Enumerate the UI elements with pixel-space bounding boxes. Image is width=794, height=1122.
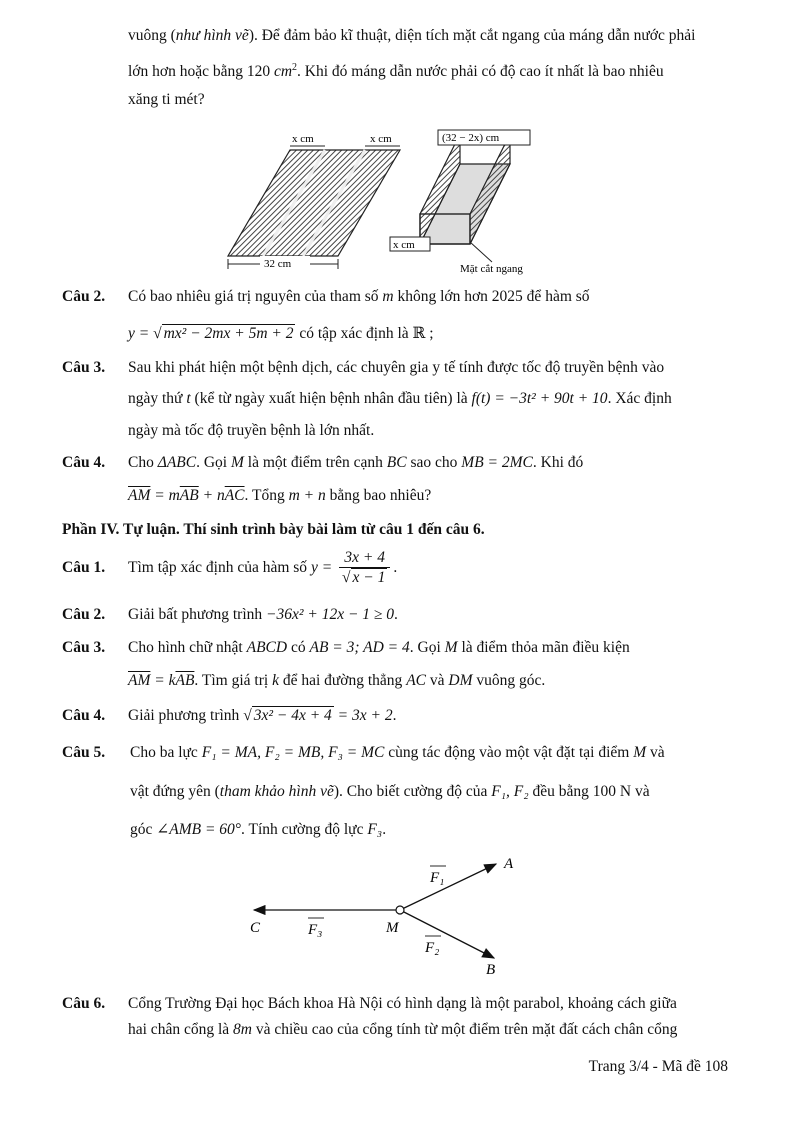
q2-line-2: y = √ mx² − 2mx + 5m + 2 có tập xác định là ℝ ; (128, 325, 434, 342)
p1-label: Câu 1. (62, 559, 106, 576)
channel-figure (220, 124, 580, 282)
q2-line-1: Có bao nhiêu giá trị nguyên của tham số m không lớn hơn 2025 để hàm số (128, 288, 590, 305)
label-section: Mặt cắt ngang (460, 263, 523, 275)
p5-line-3: góc ∠AMB = 60°. Tính cường độ lực F₃. (130, 821, 387, 838)
p6-line-2: hai chân cổng là 8m và chiều cao của cổng tính từ một điểm trên mặt đất cách chân cổng (128, 1021, 678, 1038)
intro-line-3: xăng ti mét? (128, 91, 205, 108)
p2-label: Câu 2. (62, 606, 106, 623)
q4-label: Câu 4. (62, 454, 106, 471)
p1-line: Tìm tập xác định của hàm số y = $\frac{3x + 4}{√ x - 1}$ . (128, 548, 398, 586)
p4-label: Câu 4. (62, 707, 106, 724)
label-32-bottom: 32 cm (264, 258, 292, 270)
p3-line-1: Cho hình chữ nhật ABCD có AB = 3; AD = 4. Gọi M là điểm thỏa mãn điều kiện (128, 639, 630, 656)
p5-line-1: Cho ba lực F₁ = MA, F₂ = MB, F₃ = MC cùng tác động vào một vật đặt tại điểm M và (130, 744, 665, 761)
vector-f1 (400, 864, 496, 910)
intro-line-1: vuông (như hình vẽ). Để đảm bảo kĩ thuật, diện tích mặt cắt ngang của máng dẫn nước phải (128, 27, 696, 44)
label-f2: F₂ (425, 940, 440, 956)
label-f3: F₃ (308, 922, 323, 938)
p3-label: Câu 3. (62, 639, 106, 656)
p2-line: Giải bất phương trình −36x² + 12x − 1 ≥ 0. (128, 606, 398, 623)
label-x-top2: x cm (370, 133, 392, 145)
q3-line-3: ngày mà tốc độ truyền bệnh là lớn nhất. (128, 422, 375, 439)
p4-line: Giải phương trình √ 3x² − 4x + 4 = 3x + 2. (128, 707, 397, 724)
q3-line-1: Sau khi phát hiện một bệnh dịch, các chuyên gia y tế tính được tốc độ truyền bệnh vào (128, 359, 665, 376)
p5-label: Câu 5. (62, 744, 106, 761)
p5-line-2: vật đứng yên (tham khảo hình vẽ). Cho biết cường độ của F₁, F₂ đều bằng 100 N và (130, 783, 650, 800)
q3-label: Câu 3. (62, 359, 106, 376)
p1-fraction: $\frac{3x + 4}{√ x - 1}$ (339, 549, 390, 588)
label-32-box: (32 − 2x) cm (442, 132, 500, 144)
p6-label: Câu 6. (62, 995, 106, 1012)
label-a: A (504, 856, 514, 872)
p3-line-2: $\overline{AM} = k\overline{AB}$. Tìm giá trị k để hai đường thẳng AC và DM vuông góc. (128, 672, 546, 689)
intro-line-2: lớn hơn hoặc bằng 120 $cm^2$. Khi đó máng dẫn nước phải có độ cao ít nhất là bao nhiêu (128, 62, 664, 81)
label-x-top: x cm (292, 133, 314, 145)
p6-line-1: Cổng Trường Đại học Bách khoa Hà Nội có hình dạng là một parabol, khoảng cách giữa (128, 995, 677, 1012)
page-footer: Trang 3/4 - Mã đề 108 (588, 1058, 728, 1075)
forces-figure (240, 850, 530, 980)
q4-line-2: $\overline{AM} = m\overline{AB} + n\overline{AC}$. Tổng m + n bằng bao nhiêu? (128, 487, 432, 504)
q2-label: Câu 2. (62, 288, 106, 305)
point-m (396, 906, 404, 914)
part4-title: Phần IV. Tự luận. Thí sinh trình bày bài làm từ câu 1 đến câu 6. (62, 521, 485, 538)
q4-line-1: Cho ΔABC. Gọi M là một điểm trên cạnh BC sao cho MB = 2MC. Khi đó (128, 454, 584, 471)
label-b: B (486, 962, 496, 978)
label-x-side: x cm (393, 239, 415, 251)
label-c: C (250, 920, 261, 936)
q3-line-2: ngày thứ t (kể từ ngày xuất hiện bệnh nhân đầu tiên) là f(t) = −3t² + 90t + 10. Xác định (128, 390, 672, 407)
label-f1: F₁ (430, 870, 445, 886)
label-m: M (386, 920, 399, 936)
vector-f2 (400, 910, 494, 958)
